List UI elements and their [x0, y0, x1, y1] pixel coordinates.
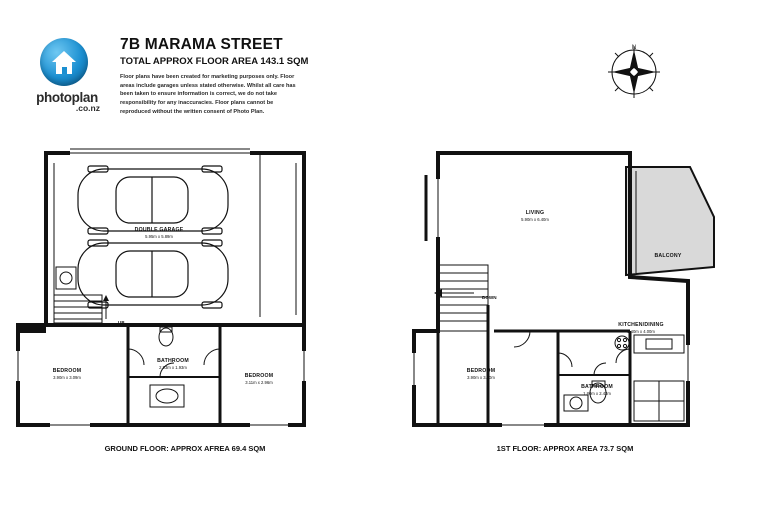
room-label-balcony: BALCONY — [654, 253, 682, 259]
annotation-down: DOWN — [482, 295, 497, 300]
room-label-bathroom-first: BATHROOM 1.80m x 2.43m — [581, 384, 613, 396]
room-label-living: LIVING 5.90m x 6.40m — [521, 210, 549, 222]
room-label-kitchen-dining: KITCHEN/DINING 3.40m x 4.00m — [618, 322, 664, 334]
brand-domain: .co.nz — [75, 103, 100, 113]
title-block — [120, 36, 330, 116]
svg-text:N: N — [631, 45, 637, 51]
first-floor-plan — [398, 145, 738, 445]
page-title: 7B MARAMA STREET — [120, 36, 283, 53]
house-door-shape — [62, 67, 67, 74]
photoplan-logo — [28, 38, 106, 116]
house-roof-shape — [52, 51, 76, 62]
brand-name: photoplan — [36, 90, 98, 105]
room-label-bedroom-first: BEDROOM 3.90m x 3.30m — [466, 368, 496, 380]
room-label-bedroom-2: BEDROOM 3.11m x 2.96m — [244, 373, 274, 385]
annotation-up: UP — [118, 320, 125, 325]
room-label-double-garage: DOUBLE GARAGE 5.95m x 5.89m — [134, 227, 184, 239]
first-floor-caption: 1ST FLOOR: APPROX AREA 73.7 SQM — [496, 444, 634, 453]
disclaimer-text: Floor plans have been created for marketing purposes only. Floor areas include garages unless stated otherwise. Whilst all care has been taken to ensure information is correct, we do not take responsibility for any inaccuracies. Floor plans cannot be reproduced without the written consent of Photo Plan. — [120, 74, 296, 115]
room-label-bedroom-1: BEDROOM 3.90m x 3.09m — [52, 368, 82, 380]
ground-floor-caption: GROUND FLOOR: APPROX AFREA 69.4 SQM — [104, 444, 266, 453]
compass-north-icon — [604, 42, 664, 102]
room-label-bathroom-ground: BATHROOM 2.93m x 1.93m — [157, 358, 189, 370]
annotation-stairs: STAIRS — [70, 322, 87, 327]
total-area-subtitle: TOTAL APPROX FLOOR AREA 143.1 SQM — [120, 56, 309, 67]
ground-floor-plan — [10, 145, 350, 445]
